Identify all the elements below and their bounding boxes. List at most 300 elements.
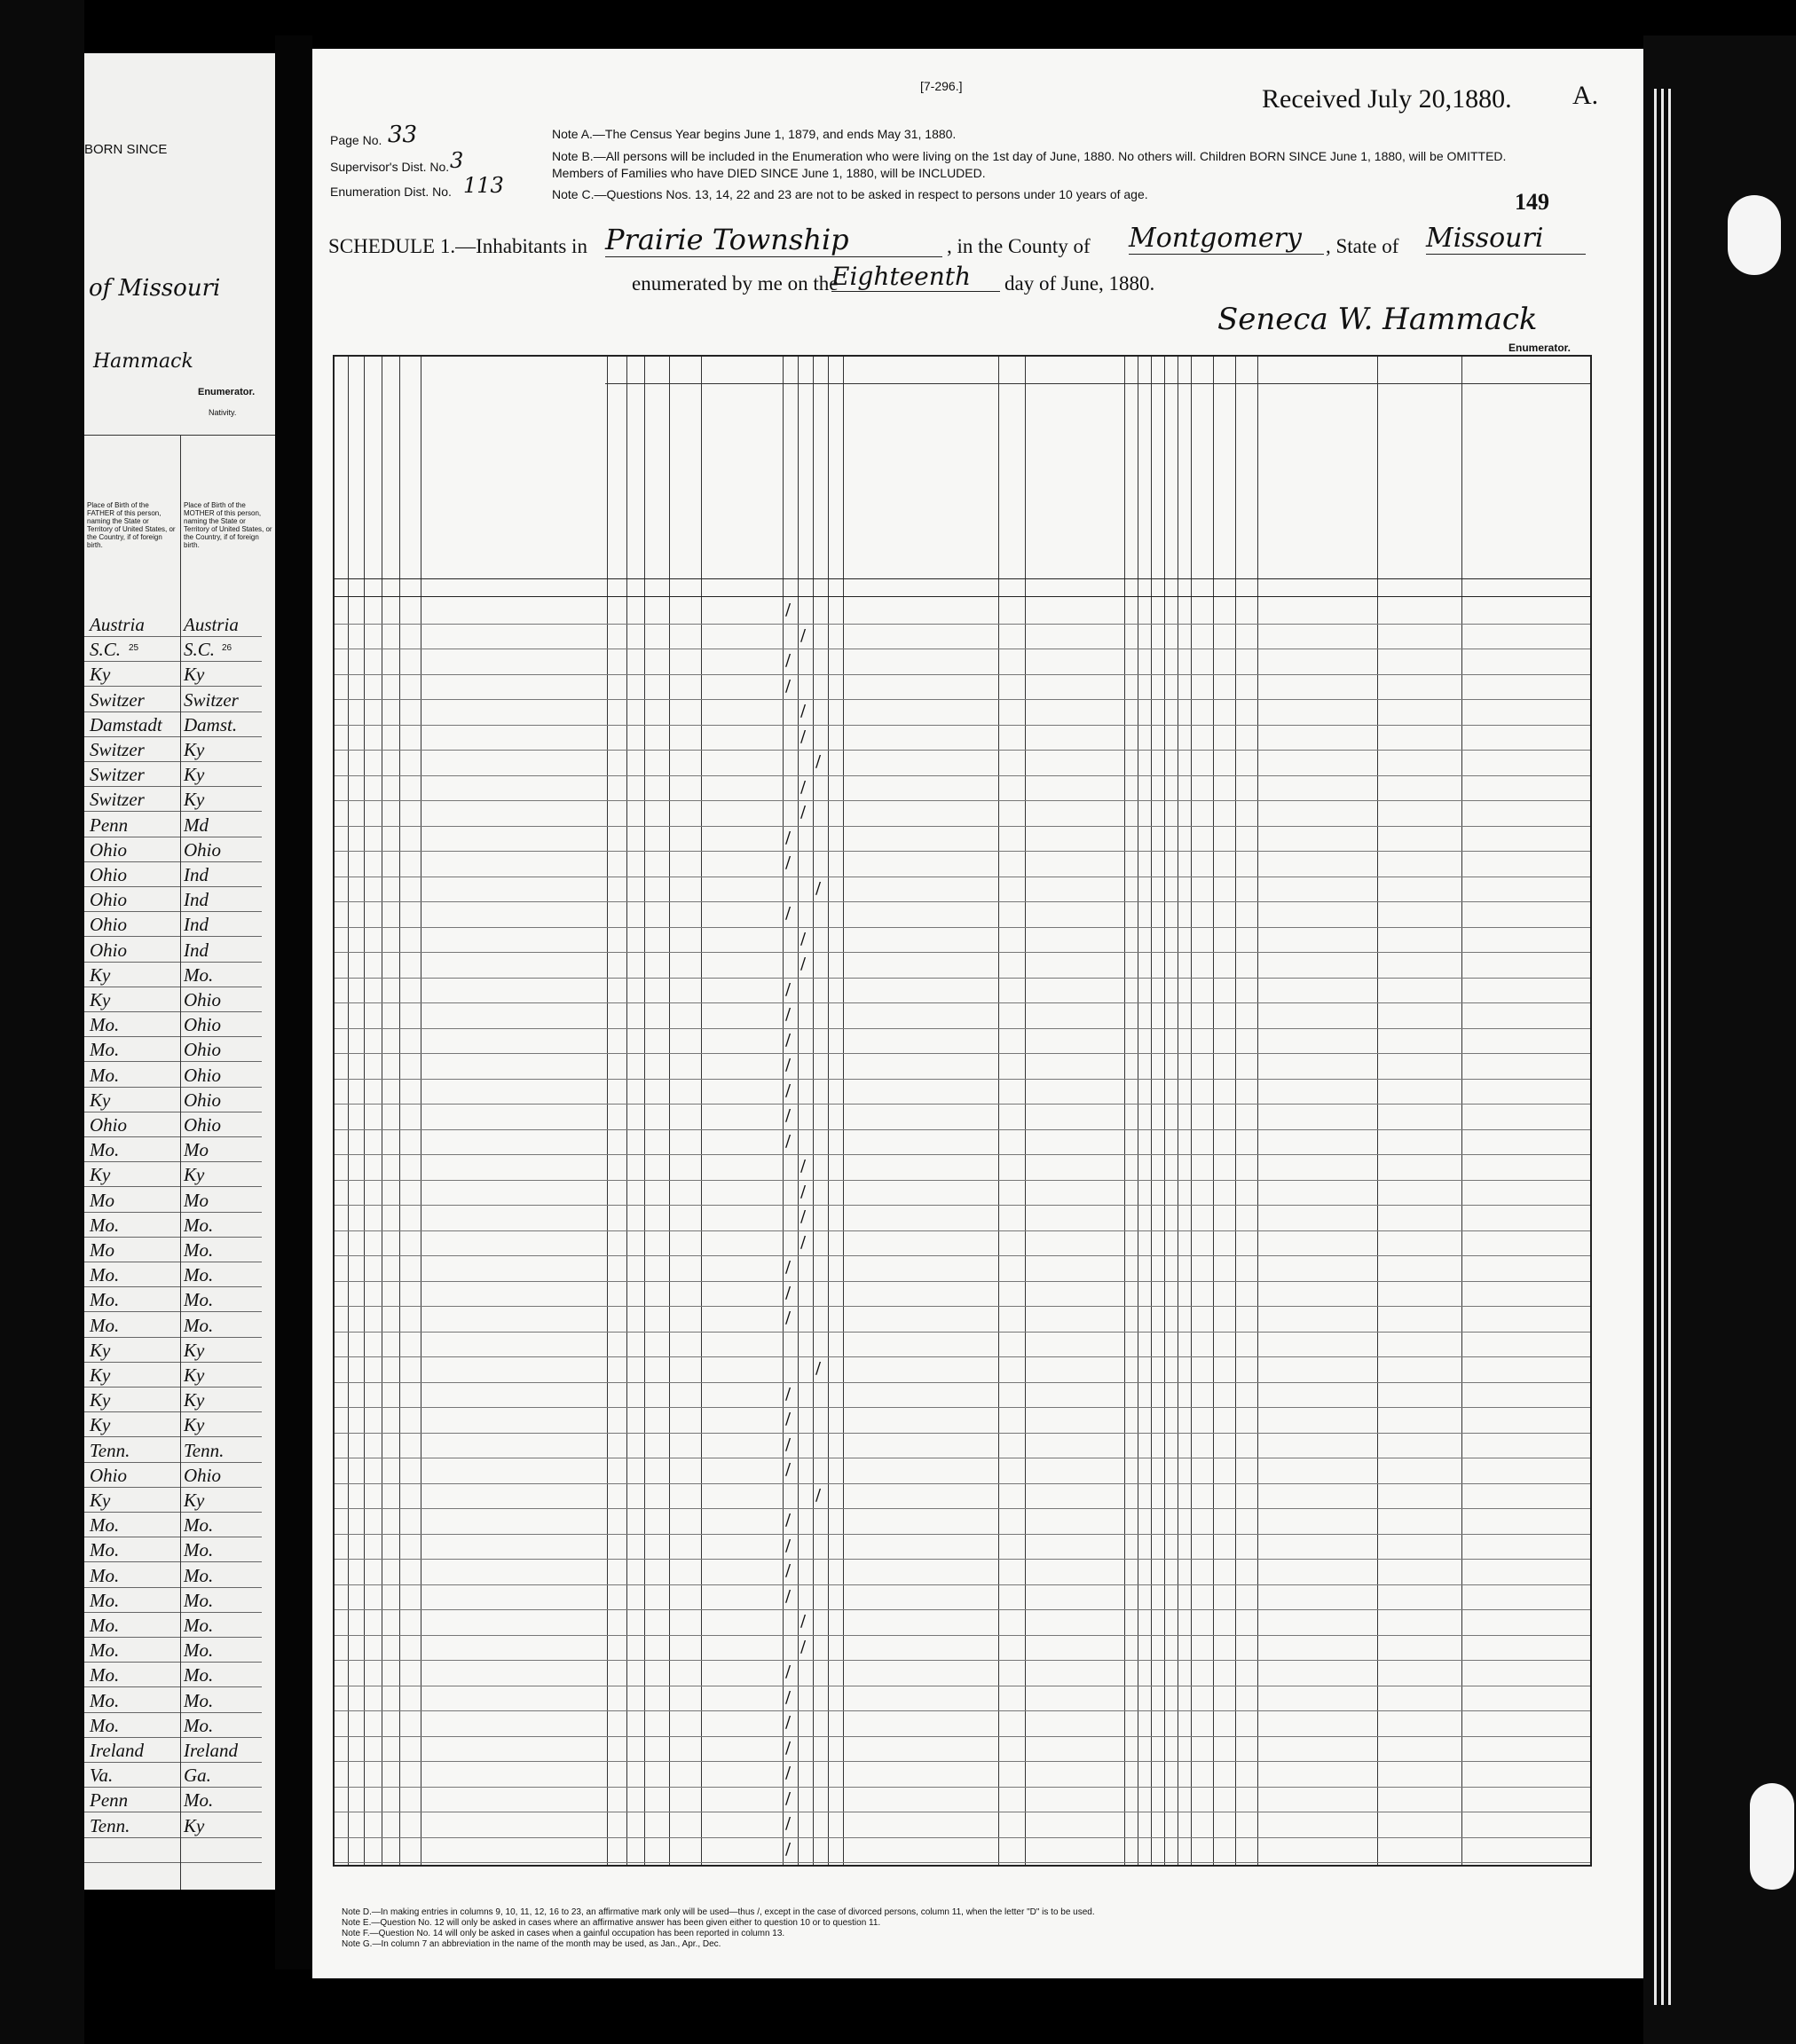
- father-birthplace: Switzer: [90, 764, 145, 786]
- father-birthplace: Ohio: [90, 1464, 127, 1486]
- left-state-hand: of Missouri: [89, 275, 221, 302]
- row-rule: [335, 1862, 1590, 1863]
- state-label: , State of: [1326, 235, 1399, 257]
- civil-mark: /: [800, 929, 807, 948]
- enumerator-signature: Seneca W. Hammack: [1217, 302, 1538, 337]
- page-no-value: 33: [388, 122, 418, 148]
- civil-mark: /: [785, 1410, 792, 1428]
- header-rule: [335, 596, 1590, 597]
- column-rule: [998, 357, 999, 1865]
- note-c: Note C.—Questions Nos. 13, 14, 22 and 23 are not to be asked in respect to persons under 10 years of age.: [552, 187, 1148, 201]
- row-rule: [335, 1255, 1590, 1256]
- civil-mark: /: [785, 1309, 792, 1327]
- header-rule: [335, 578, 1590, 579]
- left-col25-head: Place of Birth of the FATHER of this person, naming the State or Territory of United States, or the Country, if of foreign birth.: [87, 501, 176, 549]
- civil-mark: /: [785, 828, 792, 847]
- left-page-row: [84, 1338, 262, 1363]
- father-birthplace: Mo.: [90, 1589, 120, 1611]
- row-rule: [335, 851, 1590, 852]
- mother-birthplace: Ind: [184, 864, 209, 885]
- left-col26-num: 26: [222, 643, 232, 653]
- column-rule: [607, 357, 608, 1865]
- mother-birthplace: Md: [184, 814, 209, 836]
- left-page-row: [84, 987, 262, 1012]
- civil-mark: /: [785, 1384, 792, 1403]
- row-rule: [335, 978, 1590, 979]
- father-birthplace: Mo.: [90, 1289, 120, 1311]
- mother-birthplace: Ohio: [184, 1464, 221, 1486]
- civil-mark: /: [785, 1030, 792, 1050]
- column-header: [1217, 463, 1233, 578]
- civil-mark: /: [785, 1738, 792, 1757]
- civil-mark: /: [815, 1359, 822, 1378]
- group-rule: [605, 383, 1590, 384]
- left-page-row: [84, 1738, 262, 1763]
- column-rule: [701, 357, 702, 1865]
- left-page-row: [84, 662, 262, 687]
- row-rule: [335, 1002, 1590, 1003]
- left-page-row: [84, 1563, 262, 1588]
- edge-stripe: [1654, 89, 1657, 2005]
- father-birthplace: Penn: [90, 814, 129, 836]
- civil-mark: /: [800, 1612, 807, 1631]
- left-page-row: [84, 1063, 262, 1088]
- row-rule: [335, 1306, 1590, 1307]
- civil-mark: /: [785, 1687, 792, 1707]
- column-header: [350, 392, 362, 578]
- civil-mark: /: [785, 1460, 792, 1479]
- mother-birthplace: Mo.: [184, 1639, 214, 1662]
- left-col25-num: 25: [129, 643, 139, 653]
- left-page-row: [84, 1613, 262, 1638]
- father-birthplace: Ky: [90, 664, 111, 686]
- row-rule: [335, 1483, 1590, 1484]
- mother-birthplace: Ky: [184, 1414, 205, 1436]
- sheet-letter: A.: [1572, 81, 1599, 110]
- received-stamp: Received July 20,1880.: [1262, 84, 1512, 114]
- father-birthplace: Mo.: [90, 1064, 120, 1086]
- mother-birthplace: Ky: [184, 664, 205, 686]
- column-header: [628, 392, 642, 578]
- column-rule: [1377, 357, 1378, 1865]
- column-rule: [1124, 357, 1125, 1865]
- left-page-row: [84, 712, 262, 737]
- mother-birthplace: Mo.: [184, 1564, 214, 1586]
- father-birthplace: Ohio: [90, 914, 127, 936]
- left-page-row: [84, 1763, 262, 1788]
- civil-mark: /: [785, 1814, 792, 1833]
- left-page-row: [84, 862, 262, 887]
- father-birthplace: Ky: [90, 1364, 111, 1386]
- mother-birthplace: Ky: [184, 1389, 205, 1411]
- column-rule: [1164, 357, 1165, 1865]
- row-rule: [335, 1281, 1590, 1282]
- left-page-row: [84, 1162, 262, 1187]
- state-value: Missouri: [1426, 223, 1586, 255]
- mother-birthplace: Mo.: [184, 1314, 214, 1336]
- county-value: Montgomery: [1129, 223, 1324, 255]
- mother-birthplace: Ky: [184, 764, 205, 786]
- civil-mark: /: [785, 1283, 792, 1302]
- column-header: [646, 392, 667, 578]
- father-birthplace: Ohio: [90, 939, 127, 961]
- row-rule: [335, 1609, 1590, 1610]
- left-page-row: [84, 688, 262, 712]
- left-page-row: [84, 1813, 262, 1838]
- civil-mark: /: [785, 1511, 792, 1529]
- mother-birthplace: Ohio: [184, 989, 221, 1010]
- column-header: [401, 392, 415, 578]
- row-rule: [335, 1584, 1590, 1585]
- book-page-edges: [1643, 35, 1796, 2044]
- book-gutter: [275, 35, 312, 1969]
- row-rule: [335, 725, 1590, 726]
- civil-mark: /: [785, 853, 792, 872]
- date-tail: day of June, 1880.: [1004, 272, 1155, 295]
- mother-birthplace: Mo.: [184, 1714, 214, 1736]
- row-rule: [335, 1761, 1590, 1762]
- left-page-row: [84, 1513, 262, 1537]
- enumerated-label: enumerated by me on the: [632, 272, 839, 295]
- mother-birthplace: Ky: [184, 739, 205, 760]
- row-rule: [335, 1104, 1590, 1105]
- row-rule: [335, 1635, 1590, 1636]
- mother-birthplace: Ky: [184, 1364, 205, 1386]
- mother-birthplace: Switzer: [184, 688, 239, 711]
- county-label: , in the County of: [947, 235, 1091, 257]
- father-birthplace: Switzer: [90, 789, 145, 811]
- father-birthplace: Mo.: [90, 1689, 120, 1711]
- father-birthplace: Switzer: [90, 688, 145, 711]
- township-value: Prairie Township: [605, 223, 942, 257]
- civil-mark: /: [785, 1106, 792, 1125]
- row-rule: [335, 775, 1590, 776]
- father-birthplace: Tenn.: [90, 1439, 130, 1461]
- column-rule: [1151, 357, 1152, 1865]
- left-page-row: [84, 1688, 262, 1713]
- father-birthplace: Mo.: [90, 1039, 120, 1061]
- father-birthplace: Ky: [90, 1389, 111, 1411]
- column-rule: [843, 357, 844, 1865]
- civil-mark: /: [785, 1435, 792, 1454]
- schedule-label: SCHEDULE 1.—Inhabitants in: [328, 235, 587, 257]
- column-header: [1195, 392, 1211, 578]
- left-page-row: [84, 1287, 262, 1312]
- civil-mark: /: [815, 1485, 822, 1505]
- column-header: [673, 392, 697, 578]
- row-rule: [335, 1180, 1590, 1181]
- mother-birthplace: Austria: [184, 614, 239, 635]
- row-rule: [335, 1534, 1590, 1535]
- left-page-row: [84, 1838, 262, 1863]
- mother-birthplace: Damst.: [184, 713, 238, 735]
- left-page-row: [84, 1238, 262, 1262]
- left-page-row: [84, 1363, 262, 1388]
- civil-mark: /: [785, 1081, 792, 1100]
- left-page-row: [84, 1188, 262, 1213]
- father-birthplace: Mo.: [90, 1014, 120, 1036]
- enum-dist-value: 113: [463, 173, 504, 198]
- mother-birthplace: Ohio: [184, 1064, 221, 1086]
- civil-mark: /: [800, 625, 807, 645]
- column-rule: [1257, 357, 1258, 1865]
- note-a: Note A.—The Census Year begins June 1, 1879, and ends May 31, 1880.: [552, 127, 957, 141]
- civil-mark: /: [785, 1536, 792, 1555]
- left-page-row: [84, 1213, 262, 1238]
- mother-birthplace: Ohio: [184, 838, 221, 861]
- civil-mark: /: [785, 1056, 792, 1074]
- column-header: [1139, 463, 1150, 578]
- row-rule: [335, 1787, 1590, 1788]
- civil-mark: /: [815, 878, 822, 898]
- mother-birthplace: Mo.: [184, 1789, 214, 1812]
- left-page-row: [84, 1463, 262, 1488]
- column-header: [383, 392, 398, 578]
- row-rule: [335, 1129, 1590, 1130]
- left-page-row: [84, 1588, 262, 1613]
- left-page-row: [84, 1262, 262, 1287]
- footer-notes: [342, 1907, 1602, 1950]
- civil-mark: /: [785, 1839, 792, 1859]
- civil-mark: /: [800, 803, 807, 822]
- civil-mark: /: [785, 651, 792, 670]
- row-rule: [335, 1433, 1590, 1434]
- supervisor-value: 3: [450, 148, 464, 173]
- column-rule: [644, 357, 645, 1865]
- mother-birthplace: S.C.: [184, 639, 216, 661]
- left-born-since: BORN SINCE: [84, 142, 168, 157]
- row-rule: [335, 1332, 1590, 1333]
- row-rule: [335, 901, 1590, 902]
- mother-birthplace: Mo.: [184, 1264, 214, 1286]
- census-table: [333, 355, 1592, 1867]
- note-f: Note F.—Question No. 14 will only be asked in cases when a gainful occupation has been reported in column 13.: [342, 1929, 785, 1938]
- column-header: [1126, 463, 1137, 578]
- mother-birthplace: Mo.: [184, 1664, 214, 1686]
- father-birthplace: Tenn.: [90, 1814, 130, 1836]
- column-rule: [1025, 357, 1026, 1865]
- column-rule: [783, 357, 784, 1865]
- row-rule: [335, 1508, 1590, 1509]
- row-rule: [335, 699, 1590, 700]
- civil-mark: /: [800, 1157, 807, 1175]
- mother-birthplace: Ind: [184, 914, 209, 936]
- row-rule: [335, 1559, 1590, 1560]
- father-birthplace: Ohio: [90, 889, 127, 911]
- row-rule: [335, 624, 1590, 625]
- edge-tab: [1728, 195, 1781, 275]
- father-birthplace: Ky: [90, 1089, 111, 1111]
- father-birthplace: Mo: [90, 1239, 114, 1261]
- column-rule: [813, 357, 814, 1865]
- column-rule: [1235, 357, 1236, 1865]
- mother-birthplace: Ireland: [184, 1740, 239, 1761]
- father-birthplace: Austria: [90, 614, 145, 635]
- civil-mark: /: [785, 1663, 792, 1681]
- mother-birthplace: Ky: [184, 1164, 205, 1186]
- father-birthplace: Ky: [90, 1339, 111, 1361]
- edge-stripe: [1661, 89, 1664, 2005]
- column-header: [815, 392, 826, 578]
- civil-mark: /: [800, 1207, 807, 1226]
- mother-birthplace: Mo.: [184, 1514, 214, 1537]
- father-birthplace: Mo.: [90, 1264, 120, 1286]
- left-page-row: [84, 813, 262, 837]
- left-page-row: [84, 938, 262, 963]
- father-birthplace: Mo.: [90, 1615, 120, 1636]
- row-rule: [335, 1205, 1590, 1206]
- left-page-row: [84, 1713, 262, 1738]
- mother-birthplace: Ky: [184, 789, 205, 811]
- left-nativity-label: Nativity.: [209, 408, 237, 417]
- row-rule: [335, 1660, 1590, 1661]
- column-header: [830, 392, 841, 578]
- left-page-row: [84, 1638, 262, 1663]
- column-rule: [364, 357, 365, 1865]
- father-birthplace: Ohio: [90, 864, 127, 885]
- father-birthplace: Va.: [90, 1765, 114, 1787]
- father-birthplace: Damstadt: [90, 713, 162, 735]
- father-birthplace: Mo.: [90, 1539, 120, 1561]
- column-rule: [1461, 357, 1462, 1865]
- left-page-row: [84, 887, 262, 912]
- mother-birthplace: Mo.: [184, 1589, 214, 1611]
- left-page-row: [84, 1412, 262, 1437]
- civil-mark: /: [785, 1713, 792, 1732]
- father-birthplace: Mo.: [90, 1639, 120, 1662]
- father-birthplace: Ky: [90, 1414, 111, 1436]
- page-no-label: Page No.: [330, 133, 382, 147]
- father-birthplace: Ky: [90, 963, 111, 986]
- left-page-row: [84, 1012, 262, 1037]
- column-header: [1166, 463, 1177, 578]
- column-header: [1153, 463, 1163, 578]
- father-birthplace: Mo.: [90, 1714, 120, 1736]
- left-page-row: [84, 1137, 262, 1162]
- page-number: 149: [1515, 189, 1549, 215]
- edge-stripe: [1668, 89, 1671, 2005]
- father-birthplace: Mo.: [90, 1564, 120, 1586]
- father-birthplace: Mo.: [90, 1514, 120, 1537]
- left-page-row: [84, 1088, 262, 1112]
- column-header: [800, 392, 811, 578]
- left-page-row: [84, 837, 262, 862]
- row-rule: [335, 826, 1590, 827]
- left-page-row: [84, 637, 262, 662]
- column-rule: [348, 357, 349, 1865]
- father-birthplace: S.C.: [90, 639, 122, 661]
- father-birthplace: Mo.: [90, 1664, 120, 1686]
- row-rule: [335, 800, 1590, 801]
- mother-birthplace: Tenn.: [184, 1439, 224, 1461]
- column-rule: [399, 357, 400, 1865]
- left-facing-page: [84, 53, 275, 1890]
- enum-dist-label: Enumeration Dist. No.: [330, 185, 452, 199]
- left-page-row: [84, 1788, 262, 1812]
- father-birthplace: Ky: [90, 1490, 111, 1511]
- civil-mark: /: [800, 702, 807, 720]
- row-rule: [335, 1407, 1590, 1408]
- mother-birthplace: Ohio: [184, 1089, 221, 1111]
- civil-mark: /: [800, 727, 807, 746]
- mother-birthplace: Mo.: [184, 1689, 214, 1711]
- father-birthplace: Ohio: [90, 838, 127, 861]
- mother-birthplace: Ky: [184, 1339, 205, 1361]
- mother-birthplace: Mo.: [184, 1615, 214, 1636]
- column-header: [366, 392, 378, 578]
- civil-mark: /: [800, 1637, 807, 1656]
- left-page-row: [84, 912, 262, 937]
- row-rule: [335, 1837, 1590, 1838]
- row-rule: [335, 750, 1590, 751]
- row-rule: [335, 1736, 1590, 1737]
- left-page-row: [84, 1112, 262, 1137]
- father-birthplace: Mo.: [90, 1139, 120, 1161]
- note-g: Note G.—In column 7 an abbreviation in the name of the month may be used, as Jan., Apr., Dec.: [342, 1939, 721, 1949]
- column-header: [1179, 392, 1190, 578]
- father-birthplace: Ireland: [90, 1740, 145, 1761]
- father-birthplace: Mo: [90, 1189, 114, 1211]
- left-page-row: [84, 612, 262, 637]
- note-e: Note E.—Question No. 12 will only be asked in cases where an affirmative answer has been given either to question 10 or to question 11.: [342, 1918, 881, 1928]
- mother-birthplace: Mo.: [184, 1539, 214, 1561]
- civil-mark: /: [785, 1005, 792, 1024]
- father-birthplace: Ky: [90, 1164, 111, 1186]
- left-page-row: [84, 1438, 262, 1463]
- row-rule: [335, 674, 1590, 675]
- civil-mark: /: [785, 904, 792, 923]
- civil-mark: /: [785, 979, 792, 999]
- column-header: [609, 392, 625, 578]
- civil-mark: /: [815, 752, 822, 771]
- father-birthplace: Penn: [90, 1789, 129, 1812]
- row-rule: [335, 1053, 1590, 1054]
- civil-mark: /: [785, 1764, 792, 1782]
- left-col-divider: [180, 435, 181, 1890]
- mother-birthplace: Ohio: [184, 1039, 221, 1061]
- scan-left-border: [0, 0, 84, 2044]
- column-header: [784, 392, 796, 578]
- left-page-row: [84, 1313, 262, 1338]
- father-birthplace: Switzer: [90, 739, 145, 760]
- mother-birthplace: Mo.: [184, 1239, 214, 1261]
- left-page-row: [84, 787, 262, 812]
- column-header: [1240, 463, 1256, 578]
- row-rule: [335, 1230, 1590, 1231]
- mother-birthplace: Mo.: [184, 963, 214, 986]
- row-rule: [335, 1154, 1590, 1155]
- civil-mark: /: [785, 676, 792, 696]
- mother-birthplace: Mo.: [184, 1214, 214, 1236]
- civil-mark: /: [800, 1182, 807, 1201]
- left-page-row: [84, 762, 262, 787]
- mother-birthplace: Ky: [184, 1814, 205, 1836]
- form-number: [7-296.]: [920, 79, 963, 93]
- civil-mark: /: [785, 1561, 792, 1580]
- left-page-row: [84, 1388, 262, 1412]
- mother-birthplace: Ind: [184, 939, 209, 961]
- column-rule: [1213, 357, 1214, 1865]
- enumerator-label: Enumerator.: [1508, 342, 1572, 354]
- civil-mark: /: [785, 1131, 792, 1151]
- column-header: [1002, 392, 1023, 578]
- column-rule: [798, 357, 799, 1865]
- column-rule: [669, 357, 670, 1865]
- mother-birthplace: Mo: [184, 1139, 209, 1161]
- row-rule: [335, 927, 1590, 928]
- left-page-row: [84, 1488, 262, 1513]
- left-page-row: [84, 737, 262, 762]
